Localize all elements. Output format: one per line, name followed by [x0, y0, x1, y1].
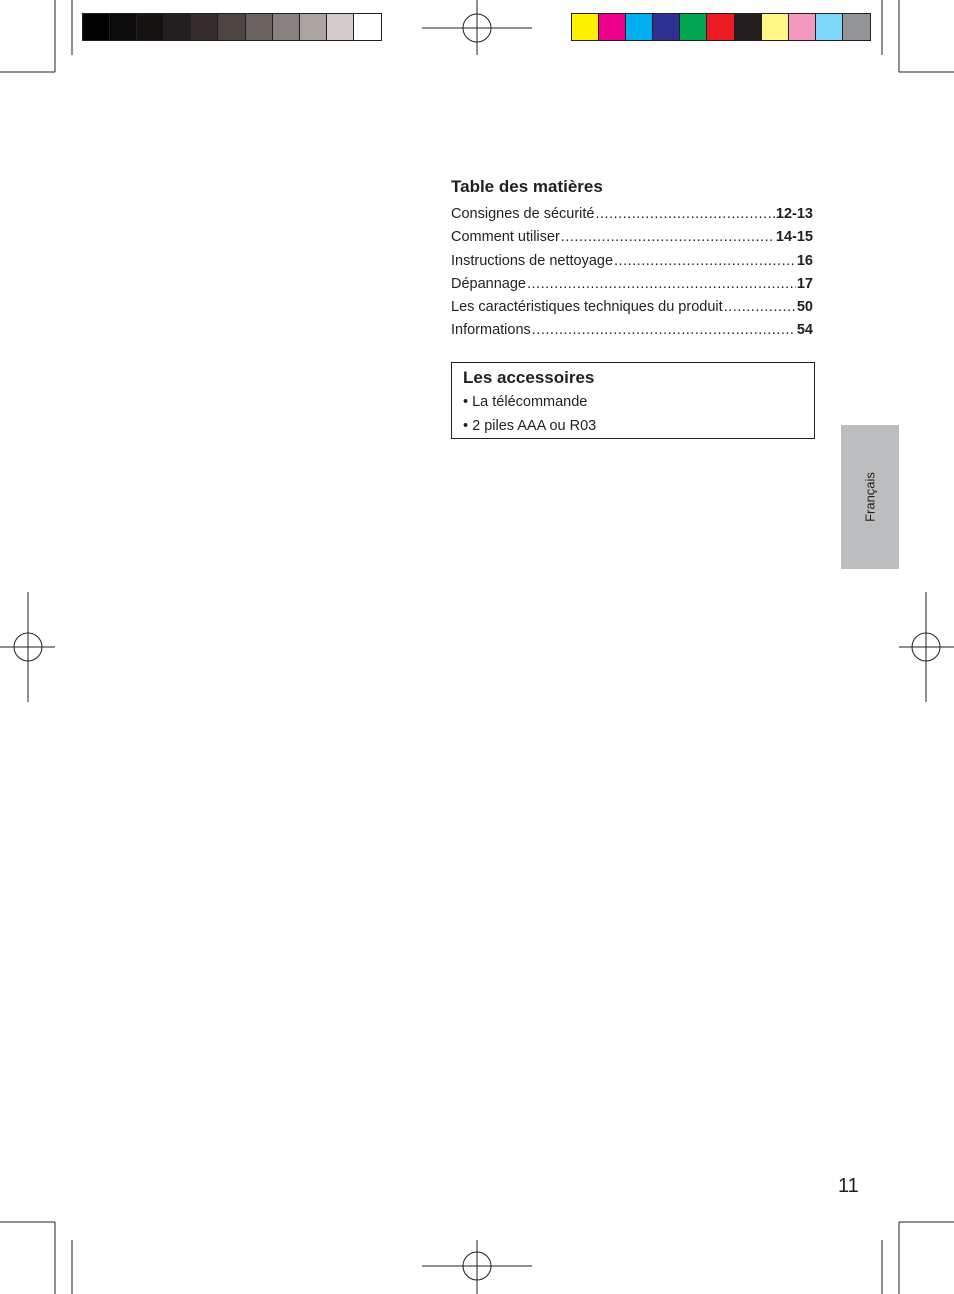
color-swatch [599, 14, 626, 40]
toc-leader-dots [614, 250, 796, 273]
color-swatch [789, 14, 816, 40]
toc-entry-page: 14-15 [775, 229, 813, 246]
toc-entry-label: Consignes de sécurité [451, 206, 595, 222]
toc-list [451, 203, 813, 343]
toc-entry-page: 17 [796, 275, 813, 292]
toc-entry-label: Comment utiliser [451, 229, 560, 246]
color-swatch [762, 14, 789, 40]
color-swatch [626, 14, 653, 40]
color-swatch [191, 14, 218, 40]
toc-entry-label: Dépannage [451, 275, 526, 292]
toc-leader-dots [595, 203, 774, 226]
registration-mark [0, 592, 55, 702]
color-swatch [110, 14, 137, 40]
color-swatch [83, 14, 110, 40]
toc-entry-label: Instructions de nettoyage [451, 252, 614, 269]
toc-title: Table des matières [451, 177, 603, 196]
process-color-bar [571, 13, 871, 41]
color-swatch [707, 14, 734, 40]
toc-entry [451, 250, 813, 273]
color-swatch [137, 14, 164, 40]
accessories-list [463, 391, 803, 438]
registration-mark [899, 592, 954, 702]
toc-entry-label: Informations [451, 322, 531, 339]
language-tab-label: Français [862, 472, 878, 522]
color-swatch [300, 14, 327, 40]
color-swatch [735, 14, 762, 40]
toc-entry-page: 16 [796, 252, 813, 269]
color-swatch [653, 14, 680, 40]
toc-leader-dots [561, 226, 775, 249]
registration-mark [422, 1240, 532, 1294]
toc-entry [451, 296, 813, 319]
color-swatch [164, 14, 191, 40]
page-number: 11 [838, 1175, 859, 1197]
toc-entry [451, 319, 813, 342]
toc-entry [451, 226, 813, 249]
table-of-contents [451, 176, 813, 343]
toc-leader-dots [532, 319, 796, 342]
color-swatch [680, 14, 707, 40]
toc-leader-dots [527, 273, 796, 296]
color-swatch [843, 14, 870, 40]
accessory-item: • 2 piles AAA ou R03 [463, 417, 597, 434]
grayscale-color-bar [82, 13, 382, 41]
toc-entry-label: Les caractéristiques techniques du produit [451, 299, 723, 316]
color-swatch [246, 14, 273, 40]
toc-entry-page: 12-13 [775, 206, 813, 222]
registration-mark [422, 0, 532, 55]
color-swatch [327, 14, 354, 40]
language-tab [841, 425, 899, 569]
color-swatch [572, 14, 599, 40]
accessory-item: • La télécommande [463, 394, 588, 410]
accessories-title: Les accessoires [463, 368, 595, 387]
color-swatch [816, 14, 843, 40]
color-swatch [354, 14, 381, 40]
toc-entry [451, 273, 813, 296]
accessories-box [451, 362, 815, 439]
color-swatch [218, 14, 245, 40]
toc-entry-page: 54 [796, 322, 813, 339]
toc-leader-dots [724, 296, 796, 319]
toc-entry-page: 50 [796, 299, 813, 316]
color-swatch [273, 14, 300, 40]
toc-entry [451, 203, 813, 226]
